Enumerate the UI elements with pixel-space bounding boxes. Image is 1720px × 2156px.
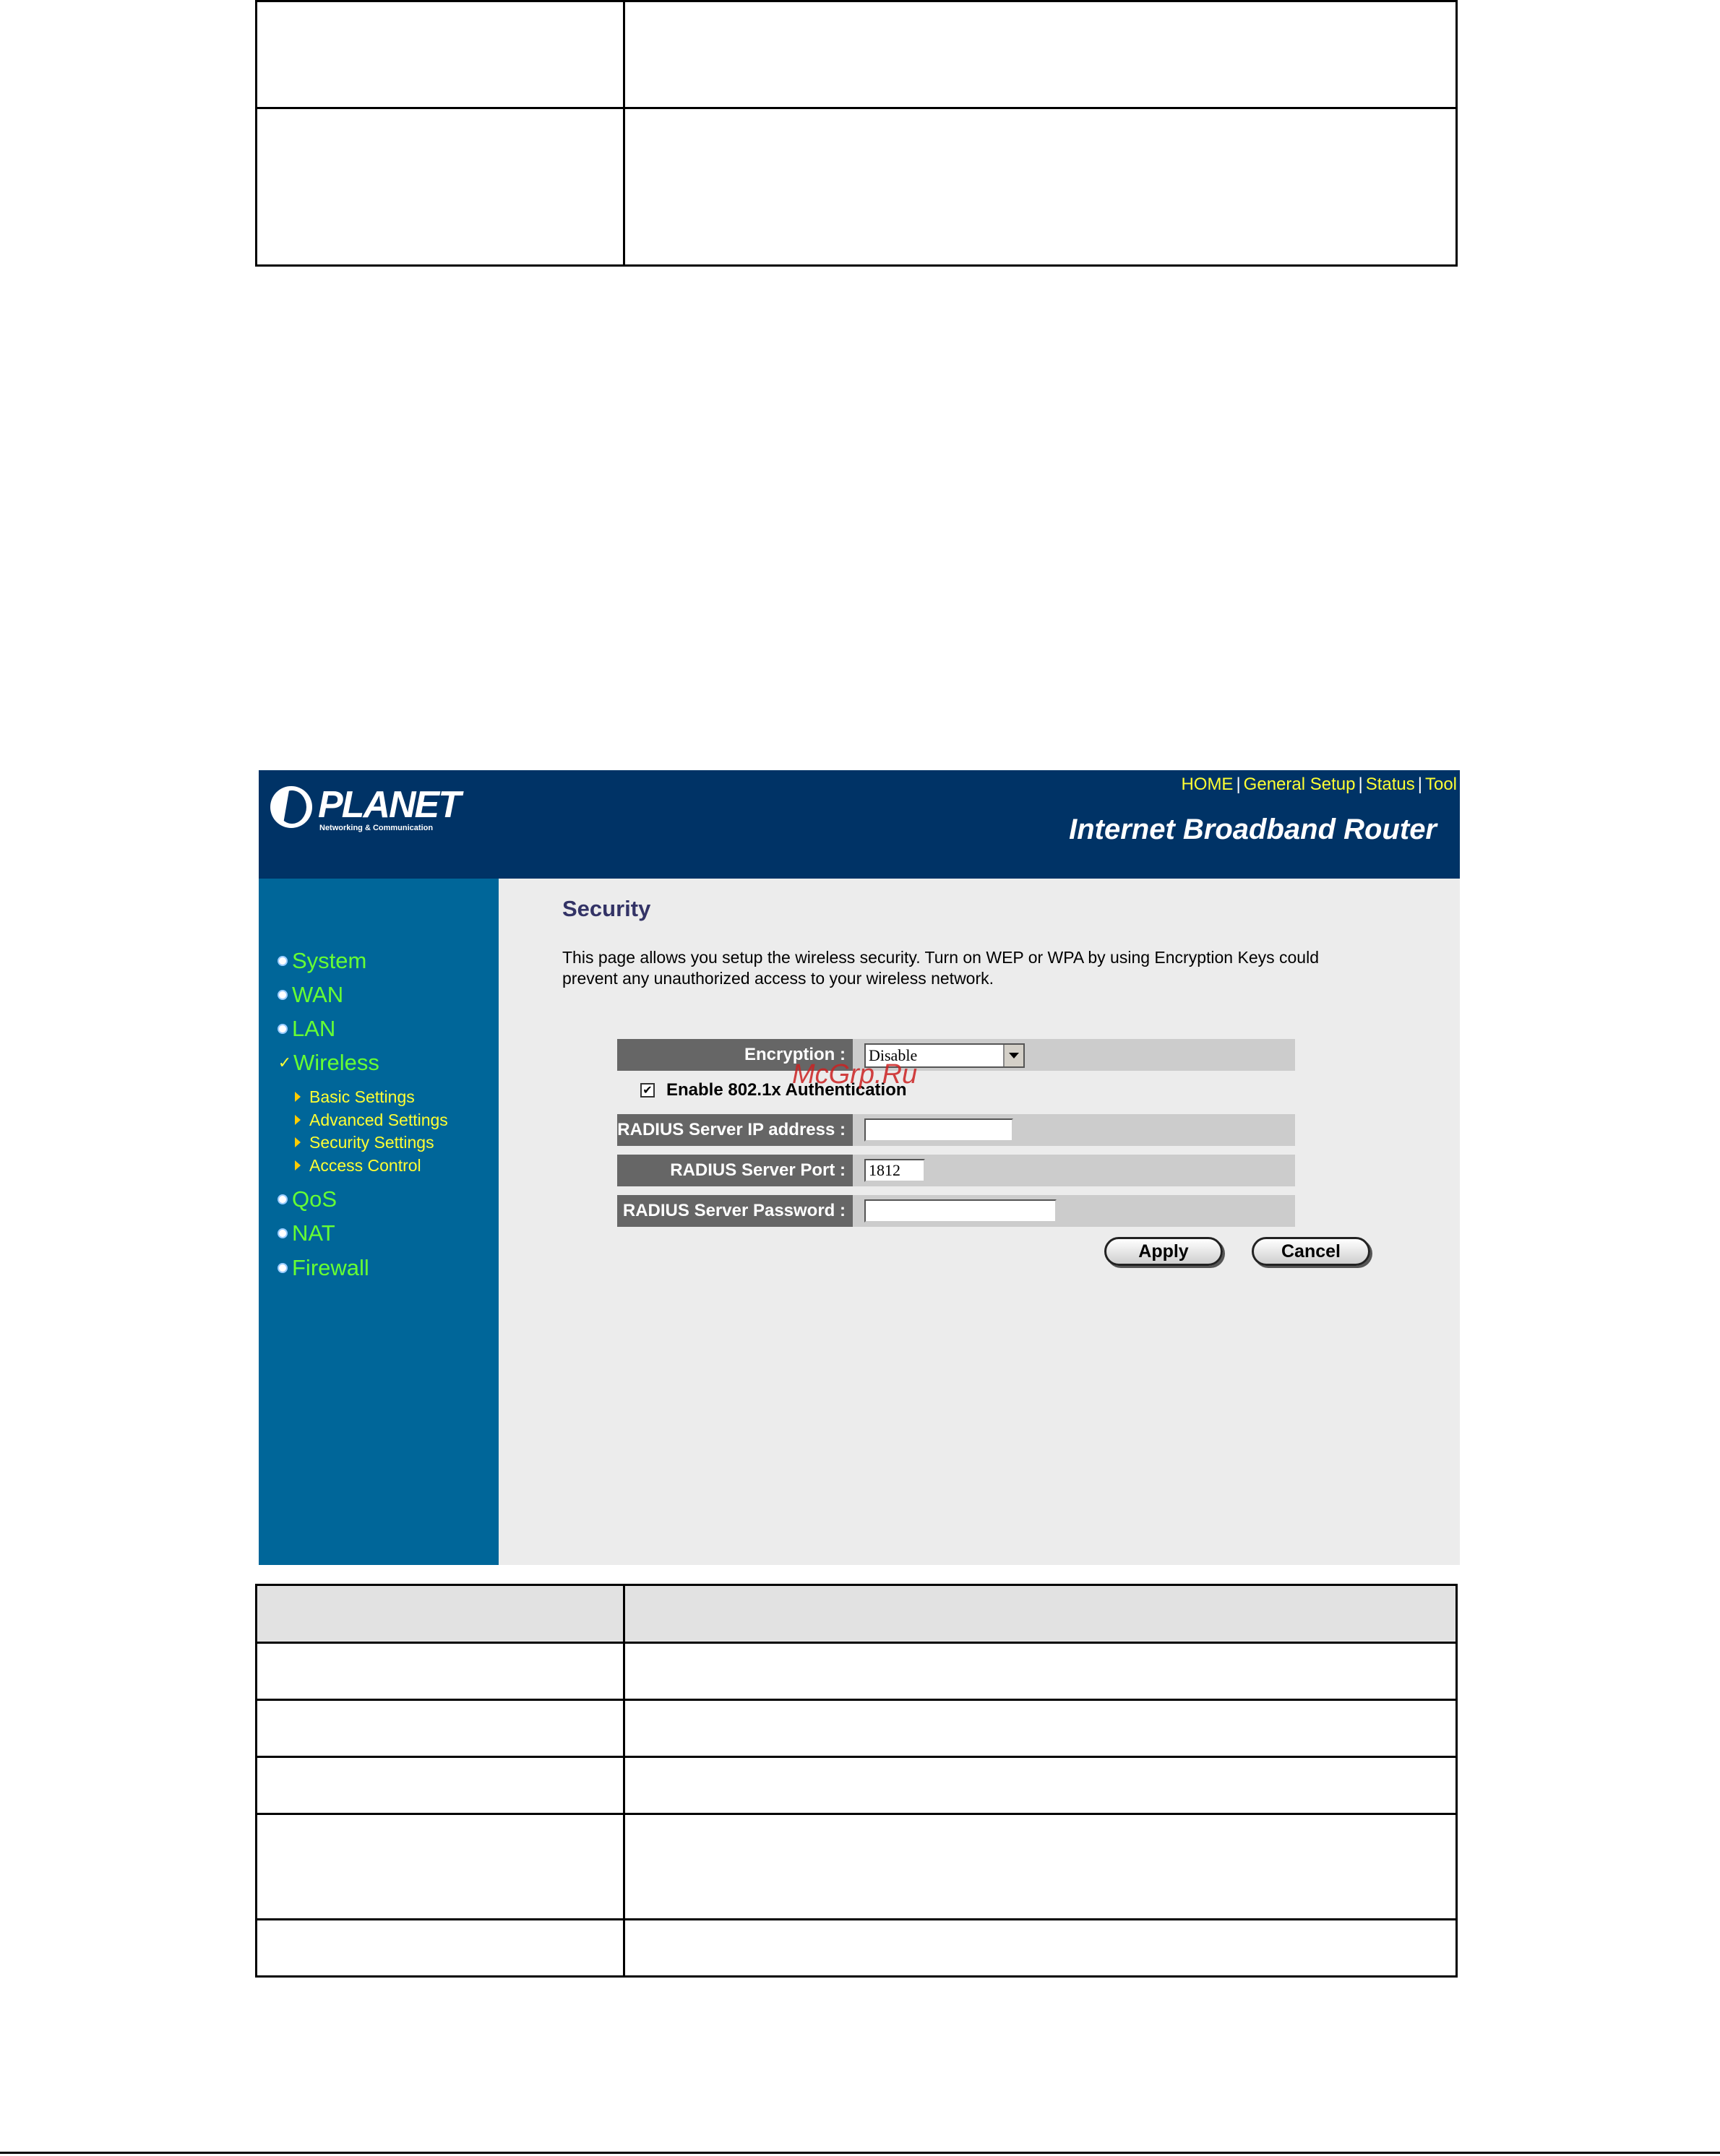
radius-port-input[interactable]: [864, 1159, 925, 1182]
arrow-right-icon: [295, 1115, 301, 1125]
sidebar-subitem-advanced-settings[interactable]: Advanced Settings: [295, 1109, 448, 1131]
radius-password-label: RADIUS Server Password :: [617, 1195, 853, 1227]
sidebar-item-lan[interactable]: LAN: [278, 1014, 335, 1043]
encryption-label: Encryption :: [617, 1039, 853, 1071]
brand-tagline: Networking & Communication: [319, 824, 434, 832]
radius-ip-row: [617, 1114, 1295, 1146]
radius-password-input[interactable]: [864, 1199, 1057, 1223]
check-icon: ✓: [278, 1053, 292, 1071]
table-row: [257, 1643, 1457, 1700]
status-link[interactable]: Status: [1365, 775, 1415, 794]
enable-8021x-checkbox[interactable]: ✔: [640, 1083, 655, 1098]
table-row: [257, 1920, 1457, 1977]
radio-dot-icon: [278, 956, 288, 966]
watermark: McGrp.Ru: [792, 1059, 918, 1090]
arrow-right-icon: [295, 1092, 301, 1102]
encryption-selected-value: Disable: [869, 1046, 918, 1064]
page-title: Security: [562, 896, 651, 921]
general-setup-link[interactable]: General Setup: [1243, 775, 1356, 794]
cancel-button[interactable]: Cancel: [1252, 1237, 1370, 1266]
radius-ip-label: RADIUS Server IP address :: [617, 1114, 853, 1146]
radius-password-row: [617, 1195, 1295, 1227]
tool-link[interactable]: Tool: [1424, 775, 1457, 794]
sidebar-subitem-access-control[interactable]: Access Control: [295, 1155, 421, 1176]
radio-dot-icon: [278, 1263, 288, 1273]
radio-dot-icon: [278, 1194, 288, 1204]
sidebar-item-firewall[interactable]: Firewall: [278, 1254, 369, 1282]
sidebar-item-nat[interactable]: NAT: [278, 1219, 335, 1248]
router-screenshot: [259, 770, 1460, 1565]
table-header-row: [257, 1585, 1457, 1643]
top-nav-links: HOME | General Setup | Status | Tool: [1181, 775, 1457, 794]
doc-table-bottom: [255, 1584, 1458, 1978]
radio-dot-icon: [278, 1024, 288, 1034]
brand-name: PLANET: [318, 784, 460, 826]
product-title: Internet Broadband Router: [1069, 814, 1437, 845]
table-row: [257, 108, 1457, 266]
radio-dot-icon: [278, 1228, 288, 1238]
sidebar-item-wireless[interactable]: ✓ Wireless: [278, 1050, 379, 1075]
sidebar-item-system[interactable]: System: [278, 947, 366, 975]
page-description: This page allows you setup the wireless security. Turn on WEP or WPA by using Encryption Keys could prevent any unauthorized access to your wireless network.: [562, 948, 1319, 988]
doc-table-top: [255, 0, 1458, 267]
table-row: [257, 1757, 1457, 1814]
encryption-row: [617, 1039, 1295, 1071]
sidebar-subitem-basic-settings[interactable]: Basic Settings: [295, 1086, 415, 1108]
dropdown-arrow-icon: [1003, 1045, 1023, 1066]
arrow-right-icon: [295, 1160, 301, 1170]
enable-8021x-label: Enable 802.1x Authentication: [666, 1080, 907, 1100]
sidebar-item-wan[interactable]: WAN: [278, 980, 343, 1009]
radius-ip-input[interactable]: [864, 1118, 1013, 1142]
table-row: [257, 1, 1457, 108]
planet-logo-icon: [270, 786, 312, 828]
sidebar: [259, 879, 499, 1565]
sidebar-item-qos[interactable]: QoS: [278, 1185, 337, 1214]
home-link[interactable]: HOME: [1181, 775, 1234, 794]
table-row: [257, 1700, 1457, 1757]
radius-port-row: [617, 1155, 1295, 1186]
radius-port-label: RADIUS Server Port :: [617, 1155, 853, 1186]
table-row: [257, 1814, 1457, 1920]
apply-button[interactable]: Apply: [1104, 1237, 1223, 1266]
header-bar: [259, 770, 1460, 879]
main-content: [499, 879, 1460, 1565]
sidebar-subitem-security-settings[interactable]: Security Settings: [295, 1131, 434, 1153]
arrow-right-icon: [295, 1137, 301, 1147]
radio-dot-icon: [278, 990, 288, 1000]
footer-rule: [0, 2152, 1720, 2154]
